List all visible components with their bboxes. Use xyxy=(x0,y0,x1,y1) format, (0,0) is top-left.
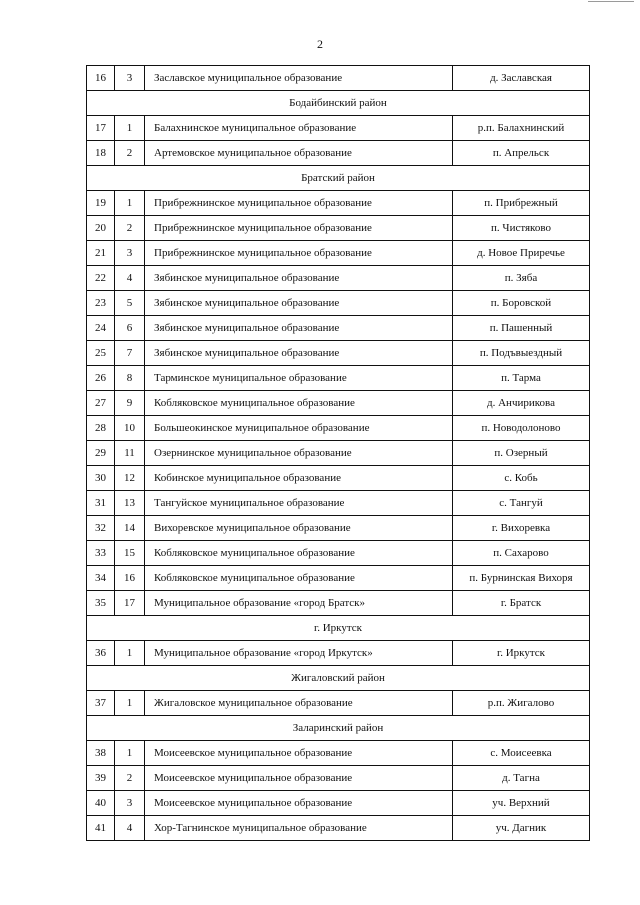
row-number: 41 xyxy=(87,816,115,841)
settlement-name: р.п. Балахнинский xyxy=(453,116,590,141)
section-row xyxy=(87,666,590,691)
row-subnumber: 3 xyxy=(115,241,145,266)
municipality-name: Артемовское муниципальное образование xyxy=(145,141,453,166)
municipality-name: Хор-Тагнинское муниципальное образование xyxy=(145,816,453,841)
row-number: 32 xyxy=(87,516,115,541)
row-subnumber: 17 xyxy=(115,591,145,616)
row-number: 24 xyxy=(87,316,115,341)
table-row xyxy=(87,291,590,316)
municipality-name: Озернинское муниципальное образование xyxy=(145,441,453,466)
row-subnumber: 12 xyxy=(115,466,145,491)
row-number: 30 xyxy=(87,466,115,491)
municipality-name: Муниципальное образование «город Братск» xyxy=(145,591,453,616)
settlement-name: с. Тангуй xyxy=(453,491,590,516)
row-subnumber: 15 xyxy=(115,541,145,566)
row-subnumber: 8 xyxy=(115,366,145,391)
row-number: 18 xyxy=(87,141,115,166)
section-row xyxy=(87,616,590,641)
row-number: 19 xyxy=(87,191,115,216)
row-number: 25 xyxy=(87,341,115,366)
settlement-name: г. Вихоревка xyxy=(453,516,590,541)
row-number: 22 xyxy=(87,266,115,291)
row-subnumber: 10 xyxy=(115,416,145,441)
municipality-name: Кобляковское муниципальное образование xyxy=(145,566,453,591)
settlements-table xyxy=(86,65,590,841)
settlement-name: п. Новодолоново xyxy=(453,416,590,441)
row-subnumber: 11 xyxy=(115,441,145,466)
row-subnumber: 1 xyxy=(115,691,145,716)
row-number: 16 xyxy=(87,66,115,91)
row-number: 17 xyxy=(87,116,115,141)
row-number: 29 xyxy=(87,441,115,466)
row-subnumber: 1 xyxy=(115,116,145,141)
settlement-name: п. Тарма xyxy=(453,366,590,391)
row-number: 35 xyxy=(87,591,115,616)
row-subnumber: 2 xyxy=(115,216,145,241)
row-subnumber: 2 xyxy=(115,141,145,166)
row-subnumber: 4 xyxy=(115,816,145,841)
table-row xyxy=(87,516,590,541)
table-body xyxy=(87,66,590,841)
municipality-name: Муниципальное образование «город Иркутск» xyxy=(145,641,453,666)
municipality-name: Вихоревское муниципальное образование xyxy=(145,516,453,541)
section-title: г. Иркутск xyxy=(87,616,590,641)
municipality-name: Прибрежнинское муниципальное образование xyxy=(145,216,453,241)
municipality-name: Кобляковское муниципальное образование xyxy=(145,541,453,566)
section-title: Братский район xyxy=(87,166,590,191)
row-number: 20 xyxy=(87,216,115,241)
settlement-name: р.п. Жигалово xyxy=(453,691,590,716)
table-row xyxy=(87,466,590,491)
row-number: 33 xyxy=(87,541,115,566)
settlement-name: п. Озерный xyxy=(453,441,590,466)
settlement-name: п. Апрельск xyxy=(453,141,590,166)
row-number: 23 xyxy=(87,291,115,316)
table-row xyxy=(87,541,590,566)
row-subnumber: 2 xyxy=(115,766,145,791)
table-row xyxy=(87,741,590,766)
page-number: 2 xyxy=(317,37,323,51)
row-subnumber: 1 xyxy=(115,191,145,216)
settlement-name: п. Боровской xyxy=(453,291,590,316)
municipality-name: Моисеевское муниципальное образование xyxy=(145,766,453,791)
municipality-name: Кобинское муниципальное образование xyxy=(145,466,453,491)
table-row xyxy=(87,816,590,841)
municipality-name: Кобляковское муниципальное образование xyxy=(145,391,453,416)
row-subnumber: 5 xyxy=(115,291,145,316)
municipality-name: Жигаловское муниципальное образование xyxy=(145,691,453,716)
row-subnumber: 3 xyxy=(115,66,145,91)
table-row xyxy=(87,441,590,466)
section-row xyxy=(87,166,590,191)
row-subnumber: 7 xyxy=(115,341,145,366)
municipality-name: Прибрежнинское муниципальное образование xyxy=(145,241,453,266)
row-subnumber: 3 xyxy=(115,791,145,816)
row-number: 28 xyxy=(87,416,115,441)
table-row xyxy=(87,241,590,266)
row-number: 27 xyxy=(87,391,115,416)
row-number: 26 xyxy=(87,366,115,391)
row-subnumber: 4 xyxy=(115,266,145,291)
table-row xyxy=(87,366,590,391)
row-number: 34 xyxy=(87,566,115,591)
row-number: 21 xyxy=(87,241,115,266)
table-row xyxy=(87,691,590,716)
table-row xyxy=(87,491,590,516)
municipality-name: Тарминское муниципальное образование xyxy=(145,366,453,391)
settlement-name: д. Тагна xyxy=(453,766,590,791)
settlement-name: с. Кобь xyxy=(453,466,590,491)
settlement-name: п. Бурнинская Вихоря xyxy=(453,566,590,591)
municipality-name: Заславское муниципальное образование xyxy=(145,66,453,91)
row-subnumber: 1 xyxy=(115,641,145,666)
table-row xyxy=(87,216,590,241)
table-row xyxy=(87,266,590,291)
settlement-name: д. Заславская xyxy=(453,66,590,91)
table-row xyxy=(87,141,590,166)
table-row xyxy=(87,316,590,341)
table-row xyxy=(87,591,590,616)
row-subnumber: 9 xyxy=(115,391,145,416)
row-number: 40 xyxy=(87,791,115,816)
settlement-name: с. Моисеевка xyxy=(453,741,590,766)
municipality-name: Прибрежнинское муниципальное образование xyxy=(145,191,453,216)
section-row xyxy=(87,91,590,116)
row-number: 31 xyxy=(87,491,115,516)
municipality-name: Зябинское муниципальное образование xyxy=(145,316,453,341)
settlement-name: п. Чистяково xyxy=(453,216,590,241)
municipality-name: Моисеевское муниципальное образование xyxy=(145,791,453,816)
table-row xyxy=(87,766,590,791)
table-row xyxy=(87,791,590,816)
row-number: 39 xyxy=(87,766,115,791)
table-row xyxy=(87,116,590,141)
settlement-name: уч. Верхний xyxy=(453,791,590,816)
row-number: 36 xyxy=(87,641,115,666)
settlement-name: п. Зяба xyxy=(453,266,590,291)
settlement-name: д. Анчирикова xyxy=(453,391,590,416)
row-subnumber: 1 xyxy=(115,741,145,766)
corner-mark xyxy=(588,1,634,2)
settlement-name: п. Сахарово xyxy=(453,541,590,566)
municipality-name: Зябинское муниципальное образование xyxy=(145,341,453,366)
settlement-name: г. Братск xyxy=(453,591,590,616)
section-title: Жигаловский район xyxy=(87,666,590,691)
municipality-name: Зябинское муниципальное образование xyxy=(145,291,453,316)
municipality-name: Балахнинское муниципальное образование xyxy=(145,116,453,141)
row-number: 38 xyxy=(87,741,115,766)
table-row xyxy=(87,566,590,591)
settlement-name: д. Новое Приречье xyxy=(453,241,590,266)
row-subnumber: 14 xyxy=(115,516,145,541)
table-row xyxy=(87,341,590,366)
municipality-name: Большеокинское муниципальное образование xyxy=(145,416,453,441)
municipality-name: Моисеевское муниципальное образование xyxy=(145,741,453,766)
table-row xyxy=(87,416,590,441)
settlement-name: п. Подъвыездный xyxy=(453,341,590,366)
table-row xyxy=(87,191,590,216)
municipality-name: Тангуйское муниципальное образование xyxy=(145,491,453,516)
row-subnumber: 16 xyxy=(115,566,145,591)
settlement-name: г. Иркутск xyxy=(453,641,590,666)
section-row xyxy=(87,716,590,741)
table-row xyxy=(87,66,590,91)
table-row xyxy=(87,641,590,666)
row-subnumber: 6 xyxy=(115,316,145,341)
settlement-name: п. Пашенный xyxy=(453,316,590,341)
section-title: Бодайбинский район xyxy=(87,91,590,116)
row-number: 37 xyxy=(87,691,115,716)
settlement-name: п. Прибрежный xyxy=(453,191,590,216)
settlement-name: уч. Дагник xyxy=(453,816,590,841)
section-title: Заларинский район xyxy=(87,716,590,741)
row-subnumber: 13 xyxy=(115,491,145,516)
table-row xyxy=(87,391,590,416)
municipality-name: Зябинское муниципальное образование xyxy=(145,266,453,291)
